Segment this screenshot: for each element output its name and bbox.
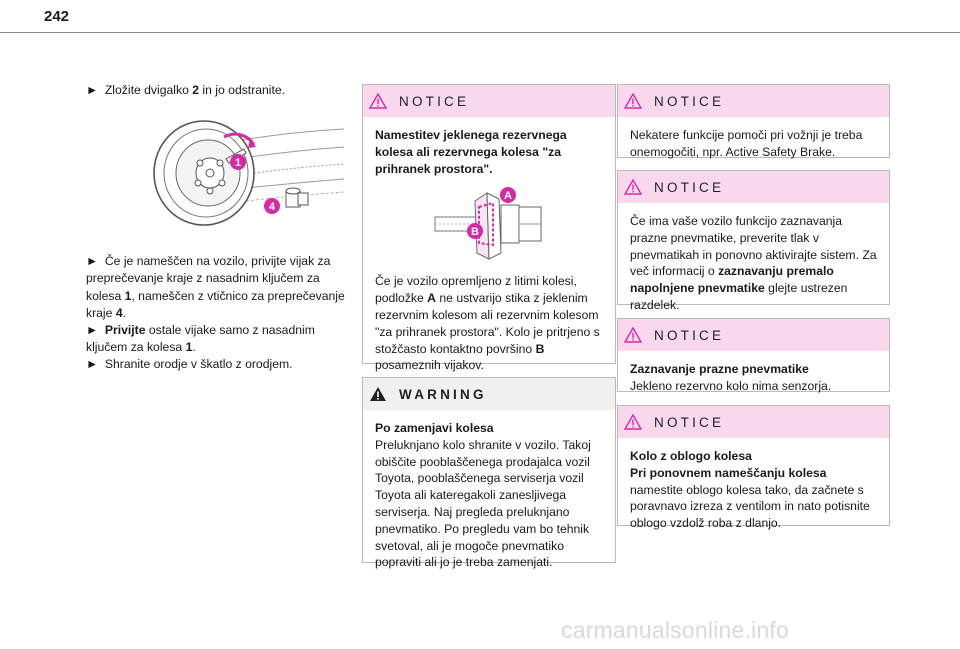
notice-text: Če ima vaše vozilo funkcijo zaznavanja prazne pnevmatike, preverite tlak v pnevmatikah in ponovno aktivirajte sistem. Za več informacij o zaznavanju premalo napolnjene pnevmatike glejte ustrezen razdelek. (630, 214, 877, 312)
warning-triangle-icon (369, 93, 387, 109)
watermark: carmanualsonline.info (561, 617, 789, 643)
notice-header (618, 85, 889, 117)
notice-text: Nekatere funkcije pomoči pri vožnji je treba onemogočiti, npr. Active Safety Brake. (630, 128, 863, 159)
notice-header (618, 171, 889, 203)
warning-triangle-icon (624, 179, 642, 195)
arrow-icon: ► (86, 83, 99, 97)
notice-title: NOTICE (654, 93, 725, 109)
wheel-drawing (86, 119, 344, 233)
arrow-icon: ► (86, 323, 99, 338)
notice-header (363, 85, 615, 117)
page-number: 242 (44, 8, 70, 25)
step-fold-jack: ► Zložite dvigalko 2 in jo odstranite. (86, 83, 286, 97)
notice-heading: Namestitev jeklenega rezervnega kolesa ali rezervnega kolesa "za prihranek prostora". (375, 128, 567, 176)
warning-triangle-icon (624, 93, 642, 109)
arrow-icon: ► (86, 254, 99, 269)
notice-header (618, 406, 889, 438)
warning-triangle-icon (369, 386, 387, 402)
notice-title: NOTICE (654, 414, 725, 430)
warning-title: WARNING (399, 386, 487, 402)
step-tighten-lock: ► Če je nameščen na vozilo, privijte vijak za preprečevanje kraje z nasadnim ključem za kolesa 1, nameščen z vtičnico za preprečevanje kraje 4. (86, 254, 345, 320)
notice-heading: Kolo z oblogo kolesa (630, 449, 752, 463)
lug-nut-illustration (375, 183, 603, 269)
label-b: B (471, 226, 479, 239)
step-tighten-others: ► Privijte ostale vijake samo z nasadnim ključem za kolesa 1. (86, 323, 315, 355)
warning-header (363, 378, 615, 410)
notice-box-driving-aids (617, 84, 890, 158)
warning-heading: Po zamenjavi kolesa (375, 421, 494, 435)
label-one: 1 (234, 157, 242, 170)
notice-title: NOTICE (399, 93, 470, 109)
label-four: 4 (268, 201, 276, 214)
arrow-icon: ► (86, 357, 99, 372)
header-rule (0, 32, 960, 33)
notice-heading: Zaznavanje prazne pnevmatike (630, 362, 809, 376)
left-column (86, 82, 346, 374)
notice-box-deflation-detection (617, 170, 890, 312)
notice-box-steel-spare (362, 84, 616, 373)
label-a: A (504, 190, 512, 203)
notice-subheading: Pri ponovnem nameščanju kolesa (630, 465, 827, 480)
warning-box-after-change (362, 377, 616, 570)
warning-triangle-icon (624, 327, 642, 343)
notice-text: Če je vozilo opremljeno z litimi kolesi, podložke A ne ustvarijo stika z jeklenim rezervnim kolesom ali rezervnim kolesom "za prihranek prostora". Kolo je pritrjeno s stožčasto kontaktno površino B posameznih vijakov. (375, 274, 600, 373)
notice-box-wheel-trim (617, 405, 890, 531)
warning-text: Preluknjano kolo shranite v vozilo. Takoj obiščite pooblaščenega prodajalca vozil Toyota, pooblaščenega serviserja vozil Toyota ali kateregakoli zanesljivega serviserja. Naj pregleda preluknjano pnevmatiko. Po pregledu vam bo tehnik svetoval, ali je mogoče pnevmatiko popraviti ali jo je treba zamenjati. (375, 437, 591, 570)
wheel-illustration (86, 119, 344, 233)
step-store-tools: ► Shranite orodje v škatlo z orodjem. (86, 357, 293, 372)
warning-triangle-icon (624, 414, 642, 430)
notice-text: namestite oblogo kolesa tako, da začnete s poravnavo izreza z ventilom in nato potisnite oblogo vzdolž roba z dlanjo. (630, 482, 870, 531)
notice-header (618, 319, 889, 351)
notice-title: NOTICE (654, 179, 725, 195)
notice-text: Jekleno rezervno kolo nima senzorja. (630, 378, 832, 393)
notice-title: NOTICE (654, 327, 725, 343)
notice-box-flat-tyre-detection (617, 318, 890, 392)
